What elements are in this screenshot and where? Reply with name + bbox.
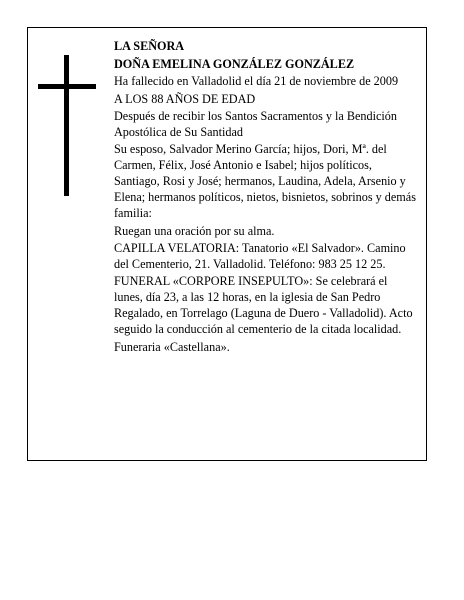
funeral-home: Funeraria «Castellana». (114, 339, 230, 354)
age-statement: A LOS 88 AÑOS DE EDAD (114, 91, 256, 106)
notice-body (114, 39, 419, 357)
funeral-info: FUNERAL «CORPORE INSEPULTO»: Se celebrará el lunes, día 23, a las 12 horas, en la iglesia de San Pedro Regalado, en Torrelago (Laguna de Duero - Valladolid). Acto seguido la conducción al cementerio de la citada localidad. (114, 274, 413, 337)
sacraments-statement: Después de recibir los Santos Sacramentos y la Bendición Apostólica de Su Santidad (114, 109, 397, 139)
notice-title-line1: LA SEÑORA (114, 39, 185, 53)
family-list: Su esposo, Salvador Merino García; hijos, Dori, Mª. del Carmen, Félix, José Antonio e Isabel; hijos políticos, Santiago, Rosi y José; hermanos, Laudina, Adela, Arsenio y Elena; hermanos políticos, nietos, bisnietos, sobrinos y demás familia: (114, 142, 416, 221)
death-statement: Ha fallecido en Valladolid el día 21 de noviembre de 2009 (114, 74, 399, 88)
cross-icon-bar (38, 84, 96, 89)
deceased-name: DOÑA EMELINA GONZÁLEZ GONZÁLEZ (114, 56, 355, 71)
prayer-request: Ruegan una oración por su alma. (114, 223, 275, 238)
chapel-info: CAPILLA VELATORIA: Tanatorio «El Salvador». Camino del Cementerio, 21. Valladolid. Teléfono: 983 25 12 25. (114, 241, 406, 271)
cross-icon (64, 55, 69, 196)
